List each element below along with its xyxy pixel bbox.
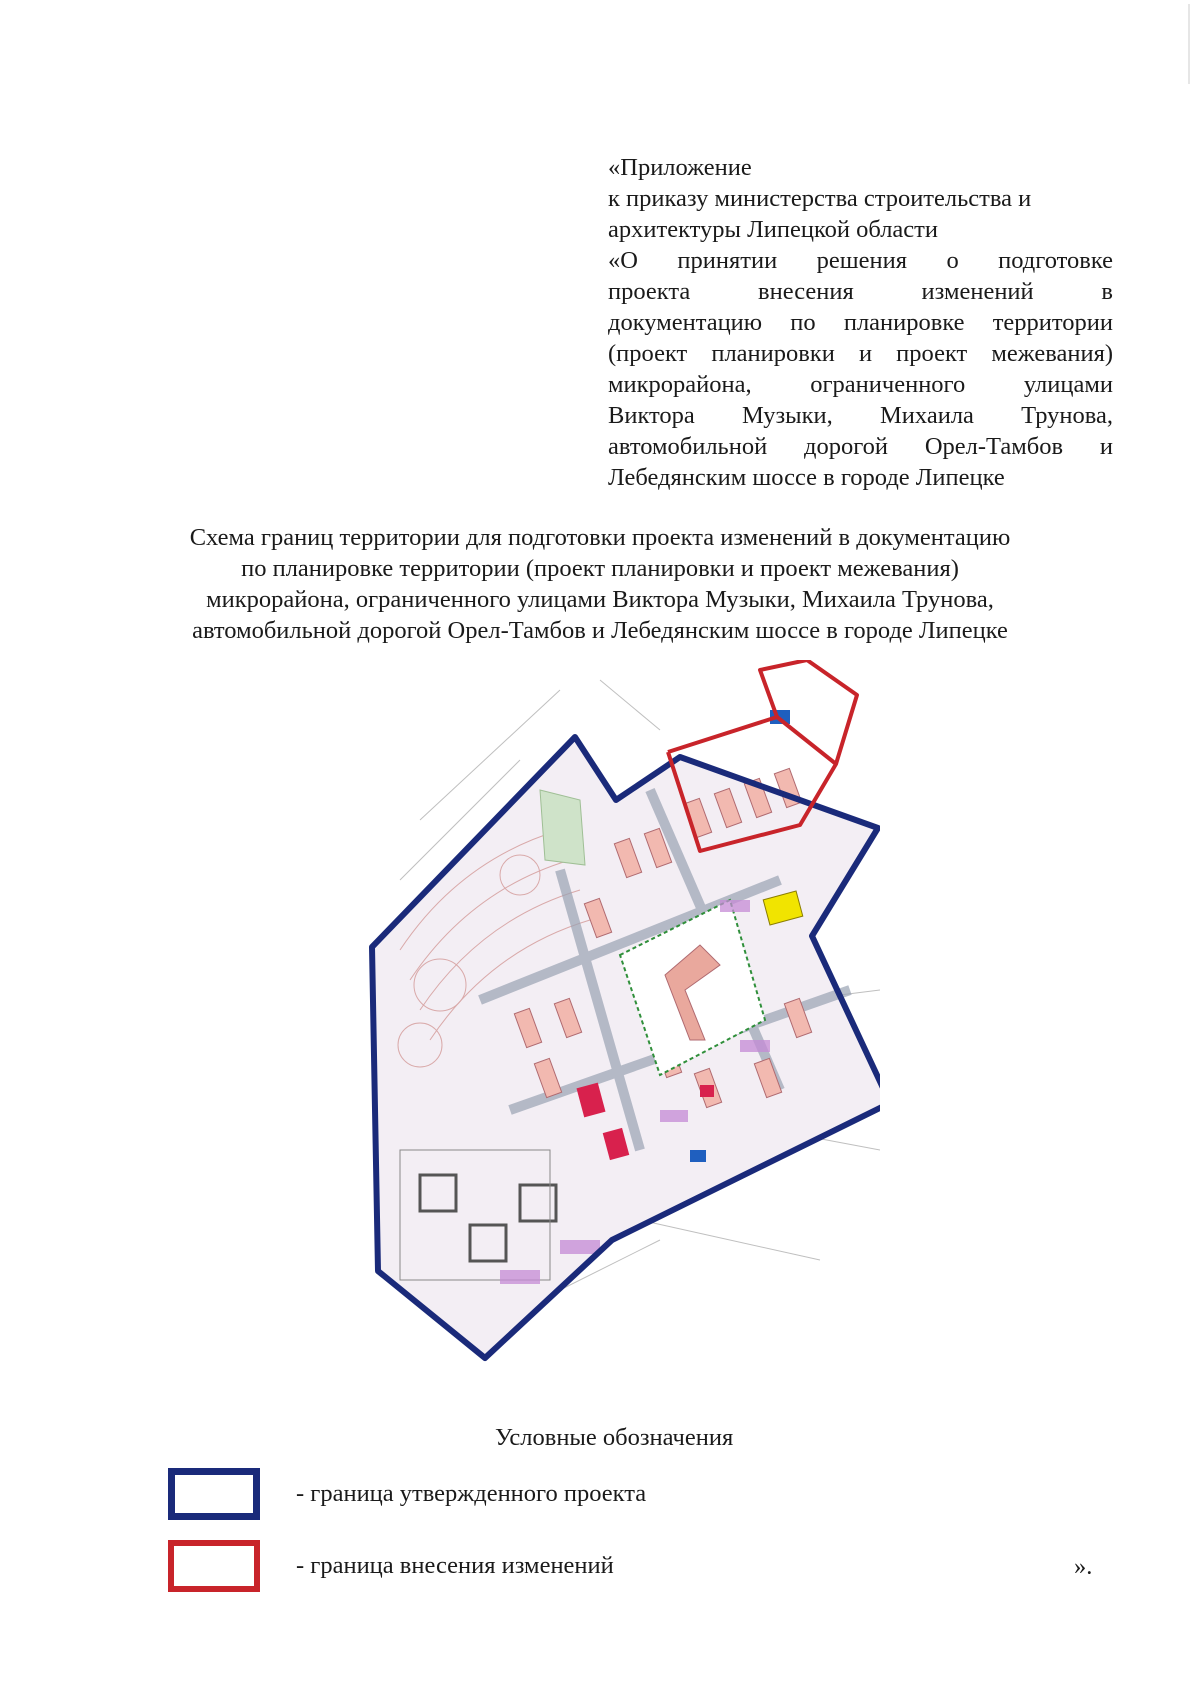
appendix-header: [608, 152, 1113, 493]
legend-label: - граница утвержденного проекта: [296, 1480, 647, 1507]
title-line: Схема границ территории для подготовки проекта изменений в документацию: [189, 524, 1011, 551]
appendix-line: «Приложение: [608, 154, 752, 181]
title-line: автомобильной дорогой Орел-Тамбов и Лебедянским шоссе в городе Липецке: [192, 617, 1008, 644]
appendix-line: Лебедянским шоссе в городе Липецке: [608, 464, 1005, 491]
title-line: микрорайона, ограниченного улицами Виктора Музыки, Михаила Трунова,: [206, 586, 994, 613]
appendix-line: документацию по планировке территории: [608, 309, 1113, 336]
appendix-line: «О принятии решения о подготовке: [608, 247, 1113, 274]
appendix-line: Виктора Музыки, Михаила Трунова,: [608, 402, 1113, 429]
scan-edge-mark: [1188, 4, 1190, 84]
legend-swatch-red: [168, 1540, 260, 1592]
title-line: по планировке территории (проект планировки и проект межевания): [241, 555, 959, 582]
legend-label: - граница внесения изменений: [296, 1552, 614, 1579]
territory-scheme-map: [360, 660, 880, 1380]
closing-quote: ».: [1074, 1553, 1093, 1580]
appendix-line: к приказу министерства строительства и: [608, 185, 1032, 212]
appendix-line: микрорайона, ограниченного улицами: [608, 371, 1113, 398]
document-title: [100, 522, 1100, 646]
legend-swatch-blue: [168, 1468, 260, 1520]
appendix-line: проекта внесения изменений в: [608, 278, 1113, 305]
appendix-line: автомобильной дорогой Орел-Тамбов и: [608, 433, 1113, 460]
legend-title: Условные обозначения: [495, 1424, 734, 1451]
appendix-line: (проект планировки и проект межевания): [608, 340, 1113, 367]
appendix-line: архитектуры Липецкой области: [608, 216, 938, 243]
